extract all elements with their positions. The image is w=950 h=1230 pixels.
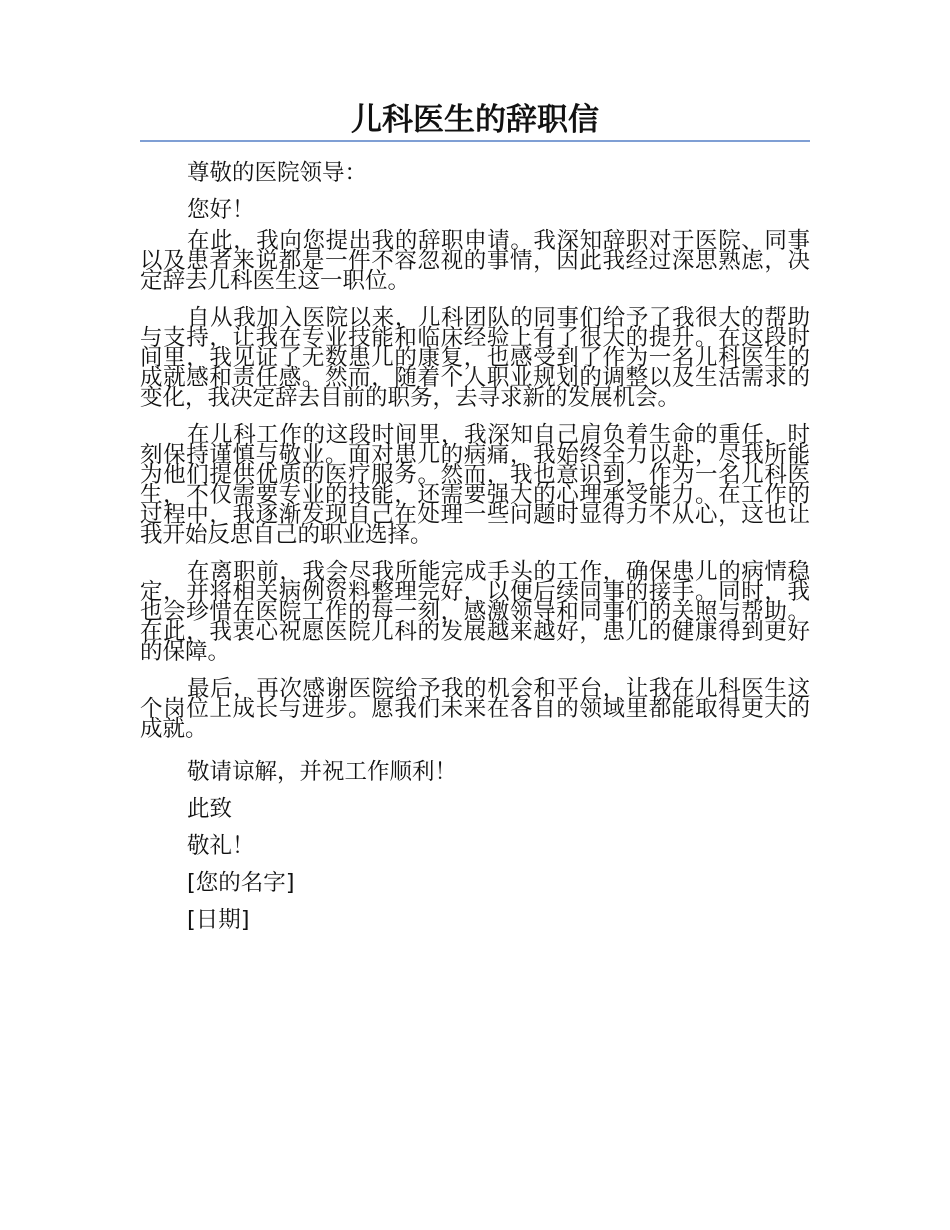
paragraph-experience: 自从我加入医院以来，儿科团队的同事们给予了我很大的帮助与支持，让我在专业技能和临床经验上有了很大的提升。在这段时间里，我见证了无数患儿的康复，也感受到了作为一名儿科医生的成就感和责任感。然而，随着个人职业规划的调整以及生活需求的变化，我决定辞去目前的职务，去寻求新的发展机会。 (140, 305, 810, 411)
document-title: 儿科医生的辞职信 (140, 100, 810, 142)
closing-regards: 敬礼！ (187, 833, 255, 859)
closing-wish: 敬请谅解，并祝工作顺利！ (187, 759, 458, 785)
date: [日期] (187, 907, 250, 933)
paragraph-intro: 在此，我向您提出我的辞职申请。我深知辞职对于医院、同事以及患者来说都是一件不容忽视的事情，因此我经过深思熟虑，决定辞去儿科医生这一职位。 (140, 228, 810, 294)
paragraph-reflection: 在儿科工作的这段时间里，我深知自己肩负着生命的重任，时刻保持谨慎与敬业。面对患儿的病痛，我始终全力以赴，尽我所能为他们提供优质的医疗服务。然而，我也意识到，作为一名儿科医生，不仅需要专业的技能，还需要强大的心理承受能力。在工作的过程中，我逐渐发现自己在处理一些问题时显得力不从心，这也让我开始反思自己的职业选择。 (140, 422, 810, 548)
salutation: 尊敬的医院领导： (187, 160, 368, 186)
paragraph-handover: 在离职前，我会尽我所能完成手头的工作，确保患儿的病情稳定，并将相关病例资料整理完好，以便后续同事的接手。同时，我也会珍惜在医院工作的每一刻，感激领导和同事们的关照与帮助。在此，我衷心祝愿医院儿科的发展越来越好，患儿的健康得到更好的保障。 (140, 559, 810, 665)
greeting: 您好！ (187, 197, 255, 223)
closing-to: 此致 (187, 796, 233, 822)
paragraph-thanks: 最后，再次感谢医院给予我的机会和平台，让我在儿科医生这个岗位上成长与进步。愿我们未来在各自的领域里都能取得更大的成就。 (140, 676, 810, 742)
letter-page (140, 100, 810, 941)
signature: [您的名字] (187, 870, 295, 896)
